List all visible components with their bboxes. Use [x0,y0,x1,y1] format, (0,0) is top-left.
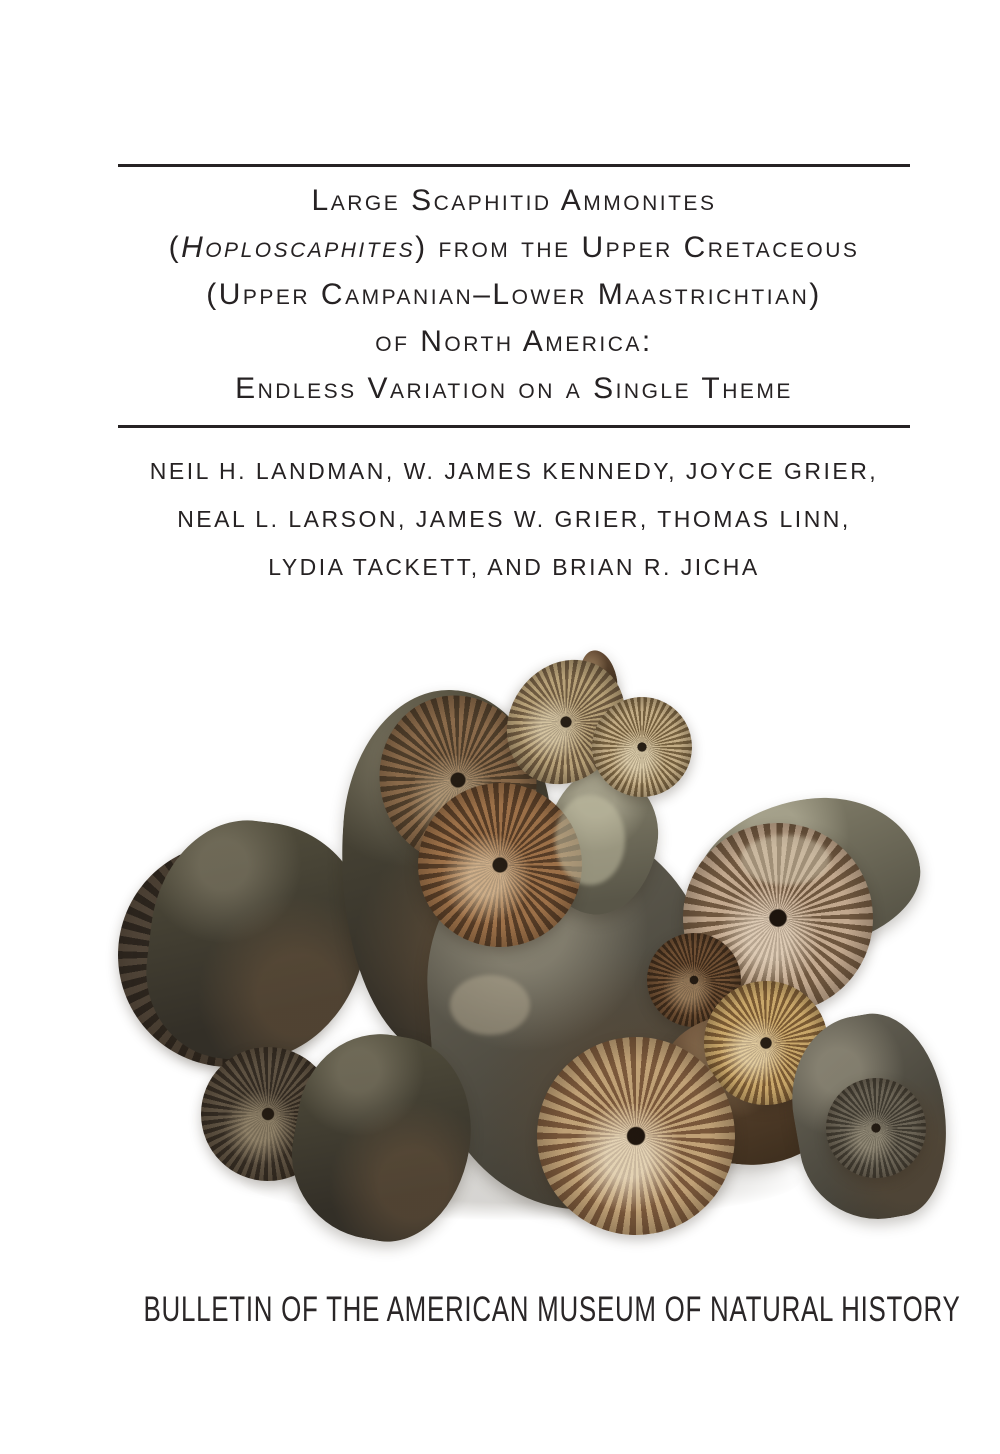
title-line-2-pre: ( [168,231,182,264]
highlight-patch-1 [555,795,625,885]
title-line-5: Endless Variation on a Single Theme [235,372,793,405]
title-line-2-post: ) from the Upper Cretaceous [415,231,860,264]
title-line-1: Large Scaphitid Ammonites [311,184,717,217]
title-genus-italic: Hoploscaphites [181,231,416,264]
ammonite-shell-right-fragment [826,1078,926,1178]
highlight-patch-3 [740,835,830,885]
authors-line-3: LYDIA TACKETT, AND BRIAN R. JICHA [268,554,760,580]
title-line-4: of North America: [375,325,653,358]
title-block [118,164,910,428]
highlight-patch-2 [450,975,530,1035]
authors-line-1: NEIL H. LANDMAN, W. JAMES KENNEDY, JOYCE GRIER, [149,458,879,484]
title-line-2 [118,224,910,271]
bulletin-series-title: BULLETIN OF THE AMERICAN MUSEUM OF NATURAL HISTORY [143,1290,961,1329]
title-line-3: (Upper Campanian–Lower Maastrichtian) [206,278,822,311]
authors-block [118,447,910,591]
cover-photo-ammonite-cluster [100,645,920,1245]
authors-line-2: NEAL L. LARSON, JAMES W. GRIER, THOMAS LINN, [177,506,851,532]
footer [0,1290,1000,1330]
